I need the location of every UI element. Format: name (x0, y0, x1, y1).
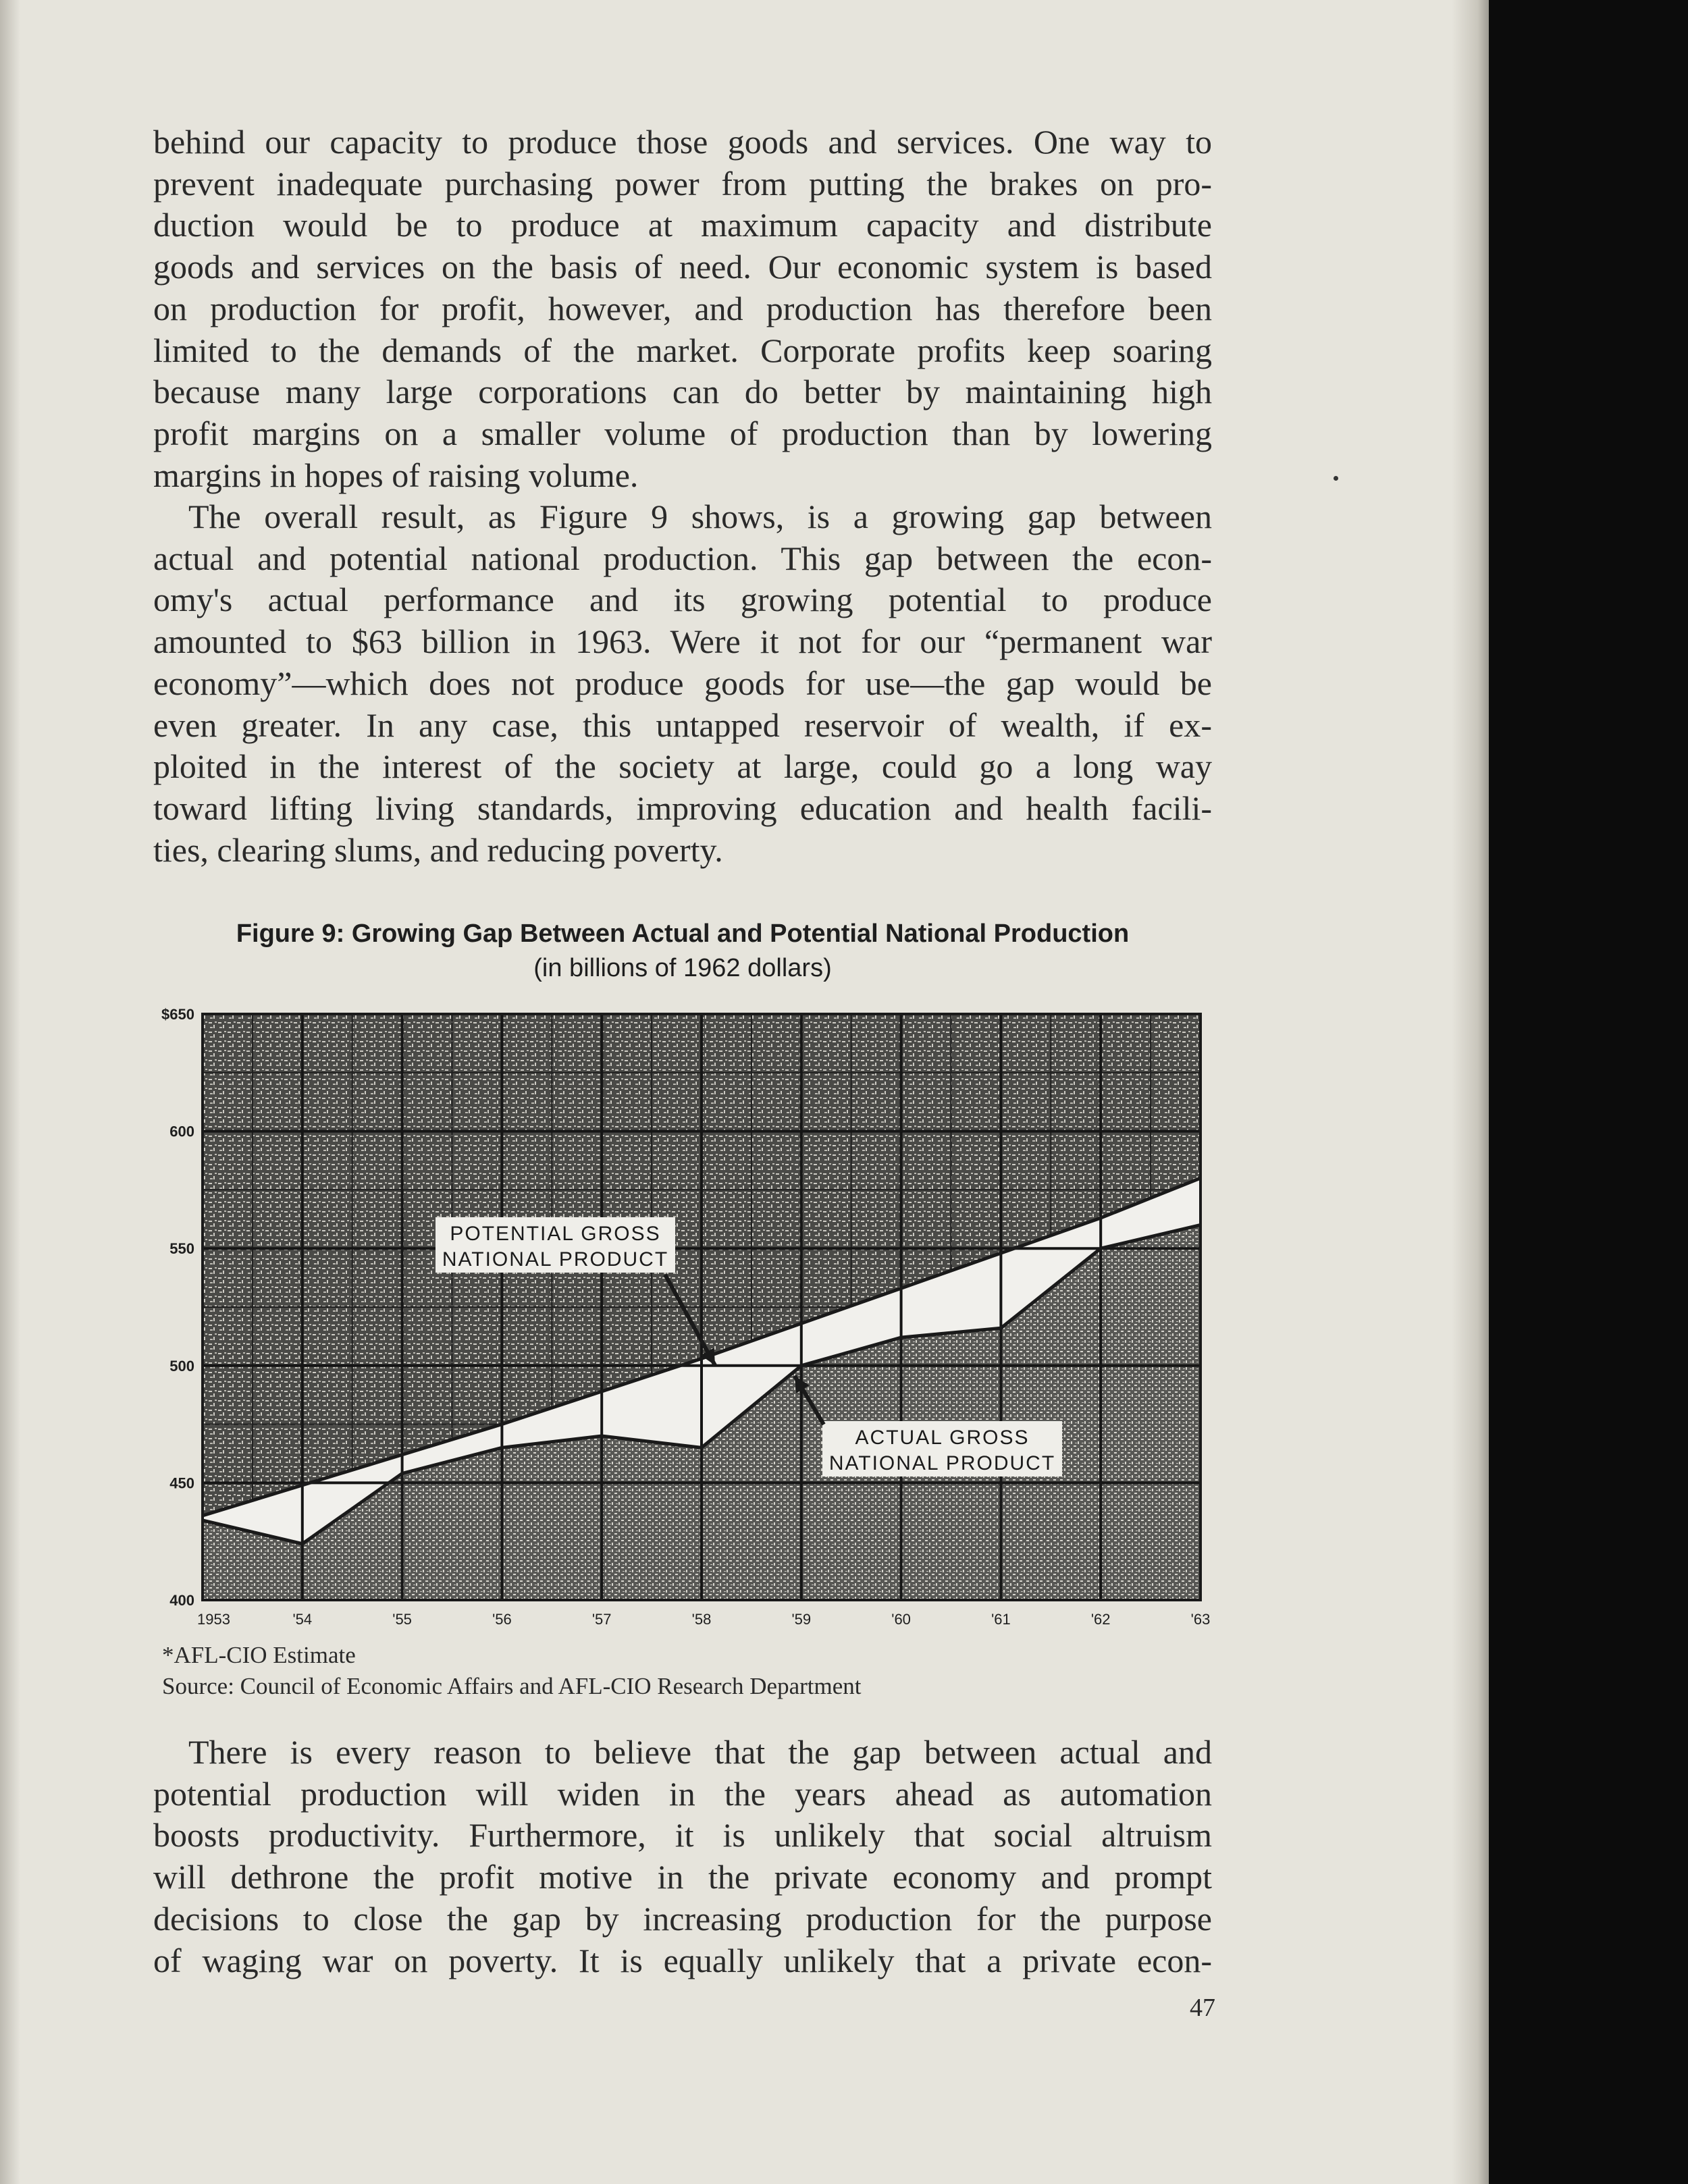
text-line: of waging war on poverty. It is equally unlikely that a private econ- (153, 1941, 1212, 1979)
x-tick-label: '61 (991, 1611, 1011, 1628)
annotation-label: POTENTIAL GROSS (450, 1223, 661, 1245)
x-tick-label: '59 (791, 1611, 812, 1628)
paper-speck (1334, 476, 1338, 481)
text-line: duction would be to produce at maximum capacity and distribute (153, 206, 1212, 244)
text-line: profit margins on a smaller volume of production than by lowering (153, 414, 1212, 452)
y-axis (161, 1006, 194, 1609)
text-line: omy's actual performance and its growing potential to produce (153, 581, 1212, 619)
y-tick-label: 600 (169, 1123, 194, 1140)
text-line: on production for profit, however, and production has therefore been (153, 289, 1212, 327)
annotation-label: ACTUAL GROSS (855, 1427, 1030, 1449)
text-line: limited to the demands of the market. Corporate profits keep soaring (153, 331, 1212, 369)
annotation-label: NATIONAL PRODUCT (442, 1248, 669, 1271)
x-tick-label: '57 (591, 1611, 612, 1628)
text-line: will dethrone the profit motive in the private economy and prompt (153, 1858, 1212, 1896)
x-tick-label: '63 (1190, 1611, 1211, 1628)
text-line: behind our capacity to produce those goods and services. One way to (153, 123, 1212, 161)
text-line: goods and services on the basis of need. Our economic system is based (153, 248, 1212, 286)
paragraph-3 (153, 1732, 1212, 1981)
text-line: ploited in the interest of the society at large, could go a long way (153, 747, 1212, 786)
text-line: amounted to $63 billion in 1963. Were it not for our “permanent war (153, 622, 1212, 661)
text-line: The overall result, as Figure 9 shows, is a growing gap between (188, 498, 1212, 535)
x-tick-label: 1953 (197, 1611, 230, 1628)
x-tick-label: '56 (492, 1611, 512, 1628)
figure-footnote: *AFL-CIO Estimate (162, 1642, 356, 1668)
text-line: even greater. In any case, this untapped reservoir of wealth, if ex- (153, 705, 1212, 744)
y-tick-label: $650 (161, 1006, 194, 1023)
text-line: prevent inadequate purchasing power from putting the brakes on pro- (153, 164, 1212, 203)
x-tick-label: '60 (891, 1611, 911, 1628)
text-line: actual and potential national production. This gap between the econ- (153, 539, 1212, 577)
x-tick-label: '54 (292, 1611, 313, 1628)
text-line: economy”—which does not produce goods for use—the gap would be (153, 664, 1212, 702)
y-tick-label: 550 (169, 1240, 194, 1258)
y-tick-label: 450 (169, 1474, 194, 1492)
y-tick-label: 500 (169, 1357, 194, 1375)
figure-title: Figure 9: Growing Gap Between Actual and Potential National Production (236, 920, 1130, 948)
figure-subtitle: (in billions of 1962 dollars) (533, 954, 832, 982)
page-number: 47 (1190, 1994, 1215, 2022)
x-tick-label: '55 (392, 1611, 412, 1628)
text-line: toward lifting living standards, improving education and health facili- (153, 789, 1212, 827)
text-line: There is every reason to believe that the gap between actual and (188, 1733, 1212, 1771)
x-axis (197, 1611, 1210, 1628)
text-line: decisions to close the gap by increasing production for the purpose (153, 1899, 1212, 1938)
text-line: because many large corporations can do better by maintaining high (153, 373, 1212, 411)
annotation-label: NATIONAL PRODUCT (828, 1452, 1056, 1474)
x-tick-label: '62 (1090, 1611, 1111, 1628)
text-line: margins in hopes of raising volume. (153, 456, 639, 494)
y-tick-label: 400 (169, 1592, 194, 1609)
x-tick-label: '58 (691, 1611, 712, 1628)
text-line: boosts productivity. Furthermore, it is unlikely that social altruism (153, 1816, 1212, 1855)
text-line: potential production will widen in the years ahead as automation (153, 1774, 1212, 1813)
figure-source: Source: Council of Economic Affairs and AFL-CIO Research Department (162, 1673, 862, 1699)
text-line: ties, clearing slums, and reducing poverty. (153, 830, 723, 869)
